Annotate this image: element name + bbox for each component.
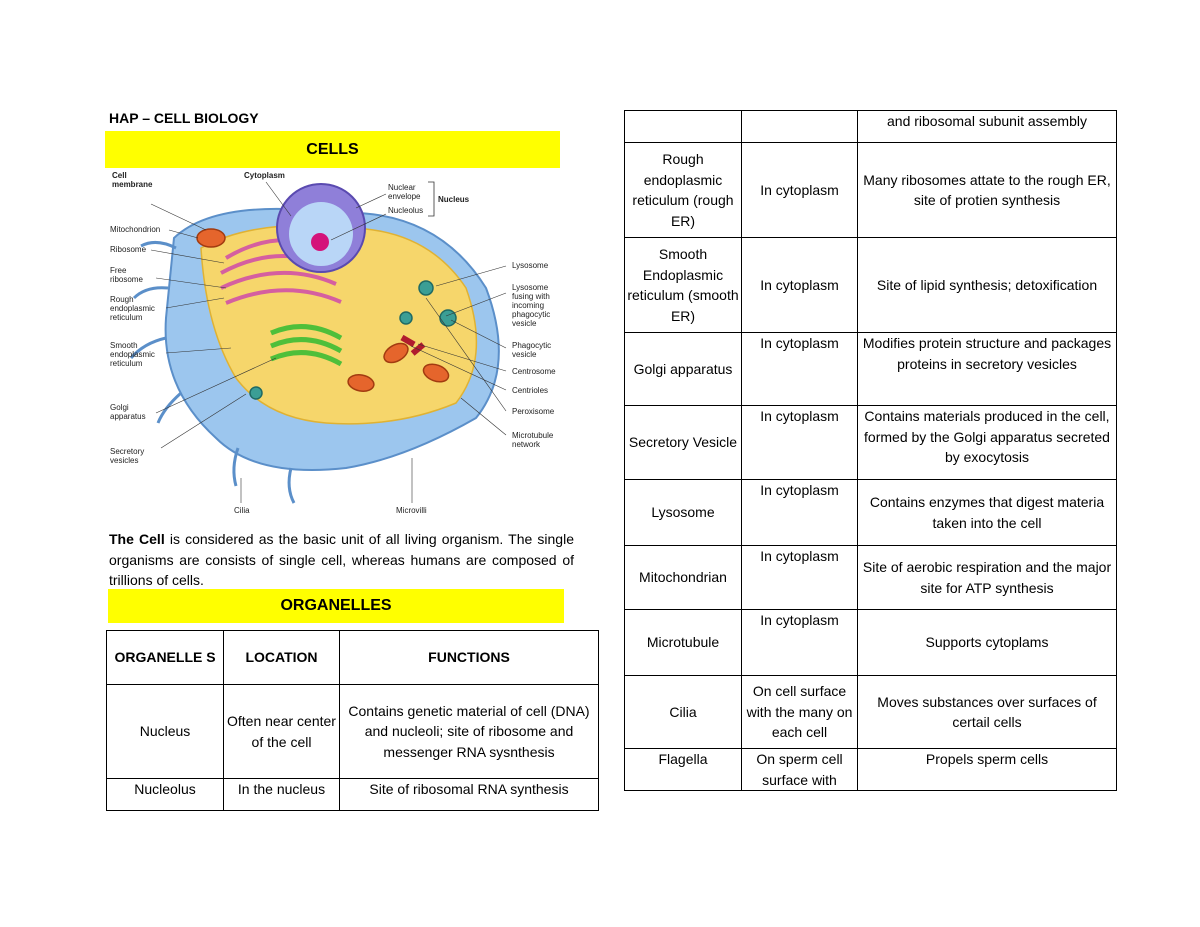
function-cell: Contains materials produced in the cell, formed by the Golgi apparatus secreted by exocytosis (858, 406, 1117, 480)
location-cell: Often near center of the cell (224, 685, 340, 779)
organelle-cell: Microtubule (625, 610, 742, 676)
label-rough-er-1: Rough (110, 295, 134, 304)
table-row (625, 238, 1117, 333)
label-lys-fusing-5: vesicle (512, 319, 537, 328)
table-row (625, 406, 1117, 480)
function-cell: Site of lipid synthesis; detoxification (858, 238, 1117, 333)
label-nucleolus: Nucleolus (388, 206, 424, 215)
organelle-cell: Mitochondrian (625, 546, 742, 610)
label-cell-membrane-1: Cell (112, 171, 127, 180)
animal-cell-diagram (106, 168, 562, 528)
table-row (107, 685, 599, 779)
location-cell: In cytoplasm (742, 333, 858, 406)
cell-intro-text: is considered as the basic unit of all living organism. The single organisms are consists of single cell, whereas humans are composed of trillions of cells. (109, 531, 574, 588)
organelle-cell: Lysosome (625, 480, 742, 546)
label-microtubule-1: Microtubule (512, 431, 554, 440)
cell-intro-paragraph (109, 529, 574, 591)
table-row (625, 610, 1117, 676)
location-cell: In the nucleus (224, 779, 340, 811)
header-location: LOCATION (224, 631, 340, 685)
table-row (625, 546, 1117, 610)
table-row (625, 749, 1117, 791)
label-golgi-2: apparatus (110, 412, 146, 421)
function-cell: Contains genetic material of cell (DNA) and nucleoli; site of ribosome and messenger RNA sysnthesis (340, 685, 599, 779)
label-nuclear-envelope-2: envelope (388, 192, 421, 201)
function-cell: Supports cytoplams (858, 610, 1117, 676)
label-smooth-er-2: endoplasmic (110, 350, 155, 359)
organelle-cell: Secretory Vesicle (625, 406, 742, 480)
organelles-table-right (624, 110, 1117, 791)
organelle-cell (625, 111, 742, 143)
location-cell (742, 111, 858, 143)
label-cytoplasm: Cytoplasm (244, 171, 285, 180)
location-cell: In cytoplasm (742, 143, 858, 238)
label-lys-fusing-4: phagocytic (512, 310, 551, 319)
location-cell: On sperm cell surface with (742, 749, 858, 791)
label-lys-fusing-1: Lysosome (512, 283, 549, 292)
label-golgi-1: Golgi (110, 403, 129, 412)
organelles-heading-banner (108, 589, 564, 623)
table-row (625, 111, 1117, 143)
label-secretory-2: vesicles (110, 456, 139, 465)
label-centrioles: Centrioles (512, 386, 549, 395)
label-cell-membrane-2: membrane (112, 180, 153, 189)
organelle-cell: Nucleus (107, 685, 224, 779)
table-row (625, 480, 1117, 546)
label-phagocytic-1: Phagocytic (512, 341, 552, 350)
organelle-cell: Cilia (625, 676, 742, 749)
function-cell: Many ribosomes attate to the rough ER, site of protien synthesis (858, 143, 1117, 238)
label-lys-fusing-2: fusing with (512, 292, 550, 301)
label-ribosome: Ribosome (110, 245, 147, 254)
nucleus-bracket (428, 182, 434, 216)
location-cell: In cytoplasm (742, 406, 858, 480)
location-cell: In cytoplasm (742, 480, 858, 546)
label-rough-er-2: endoplasmic (110, 304, 155, 313)
label-phagocytic-2: vesicle (512, 350, 537, 359)
document-title: HAP – CELL BIOLOGY (109, 110, 259, 126)
header-organelles: ORGANELLE S (107, 631, 224, 685)
function-cell: Propels sperm cells (858, 749, 1117, 791)
header-functions: FUNCTIONS (340, 631, 599, 685)
organelle-cell: Golgi apparatus (625, 333, 742, 406)
table-row (625, 676, 1117, 749)
organelle-cell: Rough endoplasmic reticulum (rough ER) (625, 143, 742, 238)
table-row (625, 143, 1117, 238)
cells-heading-banner (105, 131, 560, 168)
label-peroxisome: Peroxisome (512, 407, 555, 416)
label-free-ribosome-1: Free (110, 266, 127, 275)
label-smooth-er-1: Smooth (110, 341, 138, 350)
function-cell: and ribosomal subunit assembly (858, 111, 1117, 143)
cells-heading: CELLS (306, 140, 359, 158)
function-cell: Contains enzymes that digest materia taken into the cell (858, 480, 1117, 546)
label-nuclear-envelope-1: Nuclear (388, 183, 416, 192)
function-cell: Moves substances over surfaces of certail cells (858, 676, 1117, 749)
label-microtubule-2: network (512, 440, 541, 449)
label-free-ribosome-2: ribosome (110, 275, 143, 284)
function-cell: Site of ribosomal RNA synthesis (340, 779, 599, 811)
table-header-row (107, 631, 599, 685)
label-lys-fusing-3: incoming (512, 301, 545, 310)
label-cilia: Cilia (234, 506, 250, 515)
label-secretory-1: Secretory (110, 447, 145, 456)
table-row (625, 333, 1117, 406)
cell-intro-term: The Cell (109, 531, 165, 547)
label-rough-er-3: reticulum (110, 313, 143, 322)
label-nucleus: Nucleus (438, 195, 470, 204)
organelles-table-left (106, 630, 599, 811)
table-row (107, 779, 599, 811)
organelle-cell: Flagella (625, 749, 742, 791)
function-cell: Site of aerobic respiration and the major site for ATP synthesis (858, 546, 1117, 610)
organelle-cell: Nucleolus (107, 779, 224, 811)
label-lysosome: Lysosome (512, 261, 549, 270)
organelle-cell: Smooth Endoplasmic reticulum (smooth ER) (625, 238, 742, 333)
label-centrosome: Centrosome (512, 367, 556, 376)
location-cell: On cell surface with the many on each cell (742, 676, 858, 749)
organelles-heading: ORGANELLES (280, 597, 392, 614)
label-microvilli: Microvilli (396, 506, 427, 515)
function-cell: Modifies protein structure and packages proteins in secretory vesicles (858, 333, 1117, 406)
location-cell: In cytoplasm (742, 610, 858, 676)
location-cell: In cytoplasm (742, 238, 858, 333)
location-cell: In cytoplasm (742, 546, 858, 610)
nucleolus-shape (311, 233, 329, 251)
label-mitochondrion: Mitochondrion (110, 225, 161, 234)
label-smooth-er-3: reticulum (110, 359, 143, 368)
